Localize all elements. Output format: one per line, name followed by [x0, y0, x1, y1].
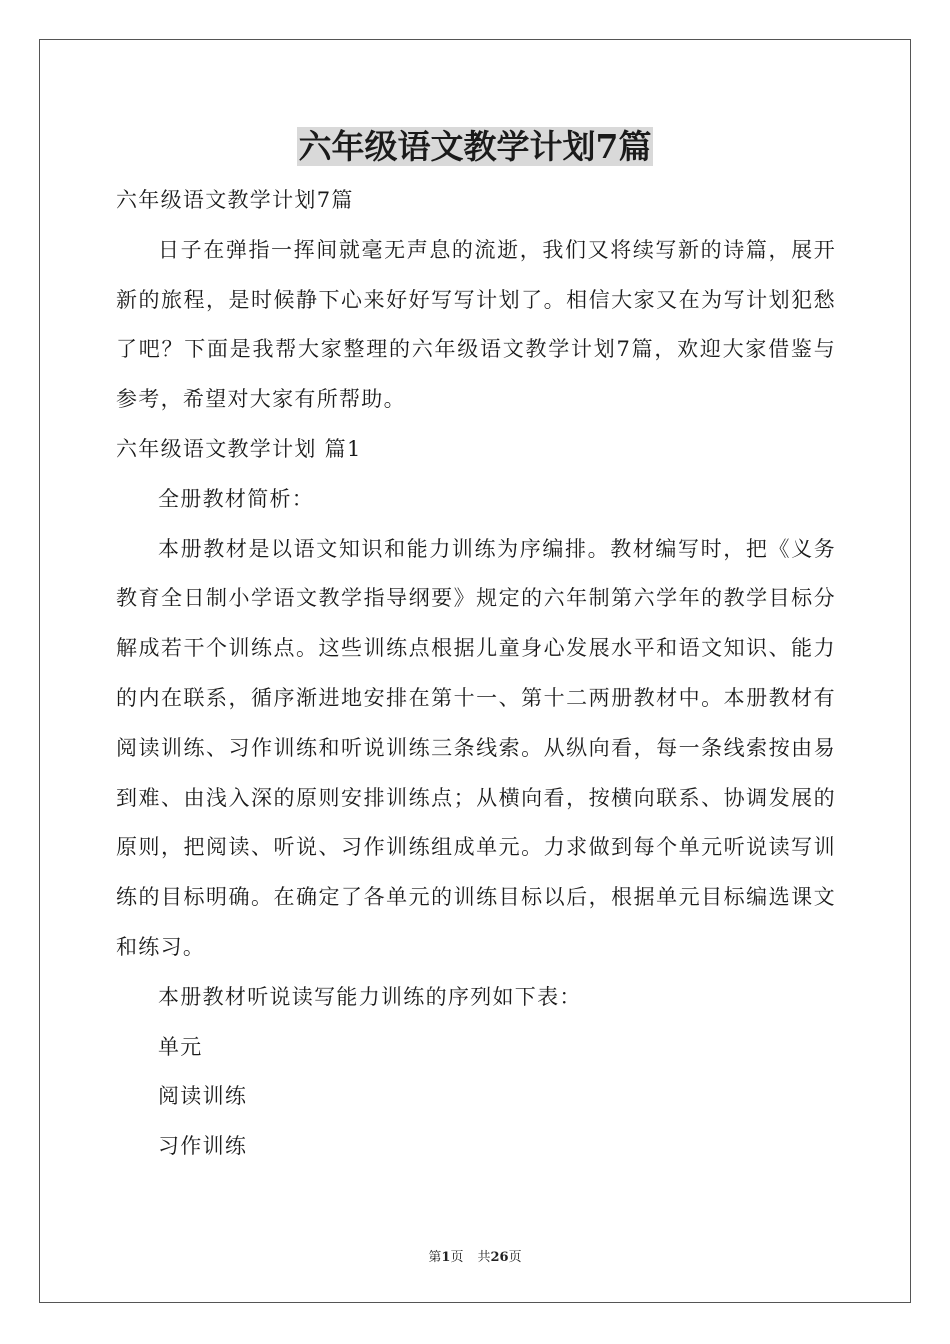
analysis-label: 全册教材简析： — [158, 486, 315, 511]
table-intro: 本册教材听说读写能力训练的序列如下表： — [158, 984, 582, 1009]
table-item-reading: 阅读训练 — [158, 1084, 248, 1109]
page-number: 1 — [441, 1250, 451, 1265]
document-subtitle: 六年级语文教学计划7篇 — [116, 188, 354, 212]
analysis-paragraph: 本册教材是以语文知识和能力训练为序编排。教材编写时，把《义务教育全日制小学语文教学指导纲要》规定的六年制第六学年的教学目标分解成若干个训练点。这些训练点根据儿童身心发展水平和语文知识、能力的内在联系，循序渐进地安排在第十一、第十二两册教材中。本册教材有阅读训练、习作训练和听说训练三条线索。从纵向看，每一条线索按由易到难、由浅入深的原则安排训练点；从横向看，按横向联系、协调发展的原则，把阅读、听说、习作训练组成单元。力求做到每个单元听说读写训练的目标明确。在确定了各单元的训练目标以后，根据单元目标编选课文和练习。 — [116, 536, 836, 959]
total-pages: 26 — [490, 1250, 509, 1265]
page-suffix: 页 — [450, 1250, 464, 1265]
intro-paragraph: 日子在弹指一挥间就毫无声息的流逝，我们又将续写新的诗篇，展开新的旅程，是时候静下心来好好写写计划了。相信大家又在为写计划犯愁了吧？下面是我帮大家整理的六年级语文教学计划7篇，欢迎大家借鉴与参考，希望对大家有所帮助。 — [116, 237, 836, 412]
table-item-writing: 习作训练 — [158, 1134, 248, 1159]
total-suffix: 页 — [508, 1250, 522, 1265]
page-footer — [0, 1246, 950, 1265]
document-title-text: 六年级语文教学计划7篇 — [298, 127, 652, 166]
page-prefix: 第 — [428, 1250, 442, 1265]
section-heading: 六年级语文教学计划 篇1 — [116, 436, 362, 461]
total-prefix: 共 — [477, 1250, 491, 1265]
document-body — [116, 176, 836, 1172]
document-title — [0, 122, 950, 172]
table-item-unit: 单元 — [158, 1034, 203, 1059]
